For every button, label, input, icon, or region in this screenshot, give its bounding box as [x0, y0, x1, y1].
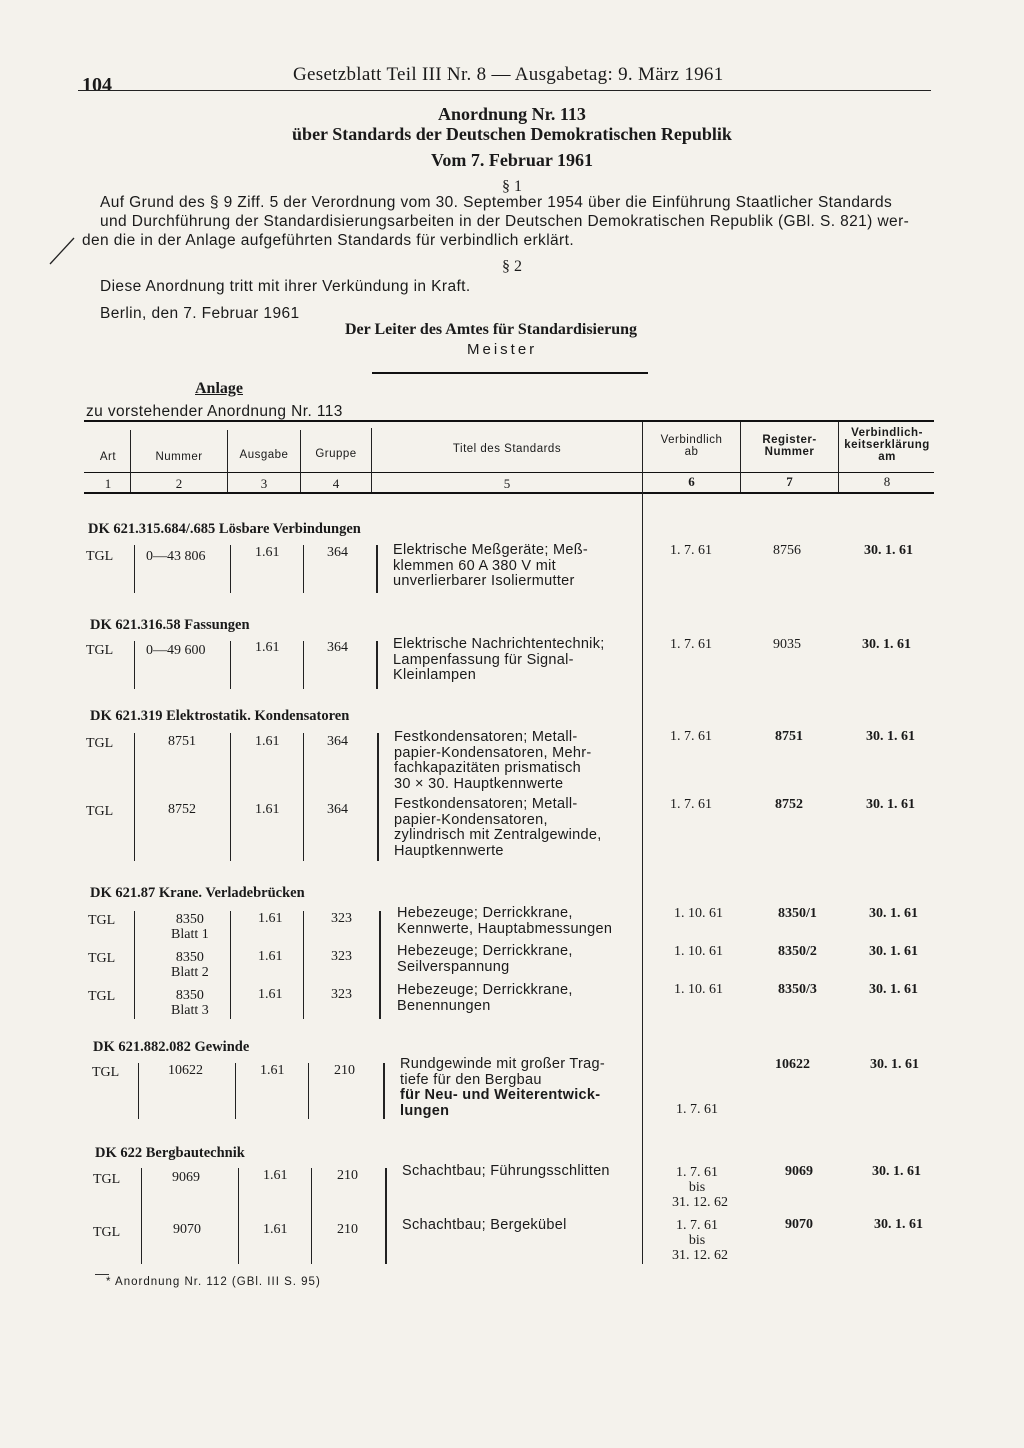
annex-label: Anlage	[195, 380, 243, 397]
section-2-label: § 2	[502, 258, 522, 275]
footnote-rule	[95, 1274, 109, 1275]
col-number: 1	[104, 476, 112, 491]
col-number: 6	[688, 474, 695, 489]
header-rule	[78, 90, 931, 91]
table-body-rule	[84, 492, 934, 494]
signatory-name: Meister	[467, 341, 538, 358]
col-header-gruppe: Gruppe	[315, 448, 357, 460]
page-number: 104	[82, 74, 112, 96]
section-heading: DK 621.882.082 Gewinde	[93, 1039, 250, 1055]
col-number: 8	[883, 474, 891, 489]
col-number: 7	[786, 474, 793, 489]
col-header-titel: Titel des Standards	[452, 443, 562, 455]
section-heading: DK 621.87 Krane. Verladebrücken	[90, 885, 305, 901]
decree-title: Anordnung Nr. 113	[438, 104, 586, 124]
col-header-nummer: Nummer	[155, 451, 203, 463]
col-header-erklaerung: Verbindlich- keitserklärung am	[844, 427, 930, 463]
col-number: 5	[503, 476, 511, 491]
section-2-text: Diese Anordnung tritt mit ihrer Verkündung in Kraft.	[100, 278, 471, 295]
section-heading: DK 621.319 Elektrostatik. Kondensatoren	[90, 708, 350, 724]
section-heading: DK 621.316.58 Fassungen	[90, 617, 250, 633]
col-header-verbindlich: Verbindlich ab	[660, 434, 723, 458]
col-number: 2	[175, 476, 183, 491]
place-date: Berlin, den 7. Februar 1961	[100, 305, 300, 322]
decree-subtitle: über Standards der Deutschen Demokratischen Republik	[292, 124, 732, 144]
decree-date: Vom 7. Februar 1961	[431, 150, 593, 170]
signature-rule	[372, 372, 648, 374]
table-top-rule	[84, 420, 934, 422]
section-1-label: § 1	[502, 178, 522, 195]
col-header-art: Art	[99, 451, 117, 463]
footnote: * Anordnung Nr. 112 (GBl. III S. 95)	[106, 1276, 321, 1288]
col-header-ausgabe: Ausgabe	[239, 449, 289, 461]
running-title: Gesetzblatt Teil III Nr. 8 — Ausgabetag: 9. März 1961	[293, 64, 724, 85]
signatory-title: Der Leiter des Amtes für Standardisierung	[345, 321, 637, 338]
annex-subtitle: zu vorstehender Anordnung Nr. 113	[86, 403, 343, 420]
section-1-line: den die in der Anlage aufgeführten Standards für verbindlich erklärt.	[82, 232, 575, 249]
col-header-register: Register- Nummer	[762, 434, 817, 458]
col-number: 4	[332, 476, 340, 491]
section-heading: DK 621.315.684/.685 Lösbare Verbindungen	[88, 521, 361, 537]
section-1-line: und Durchführung der Standardisierungsarbeiten in der Deutschen Demokratischen Republik (GBl. S. 821) wer-	[100, 213, 910, 230]
section-heading: DK 622 Bergbautechnik	[95, 1145, 245, 1161]
section-1-line: Auf Grund des § 9 Ziff. 5 der Verordnung vom 30. September 1954 über die Einführung Staatlicher Standards	[100, 194, 893, 211]
table-header-rule	[84, 472, 934, 473]
col-number: 3	[260, 476, 268, 491]
